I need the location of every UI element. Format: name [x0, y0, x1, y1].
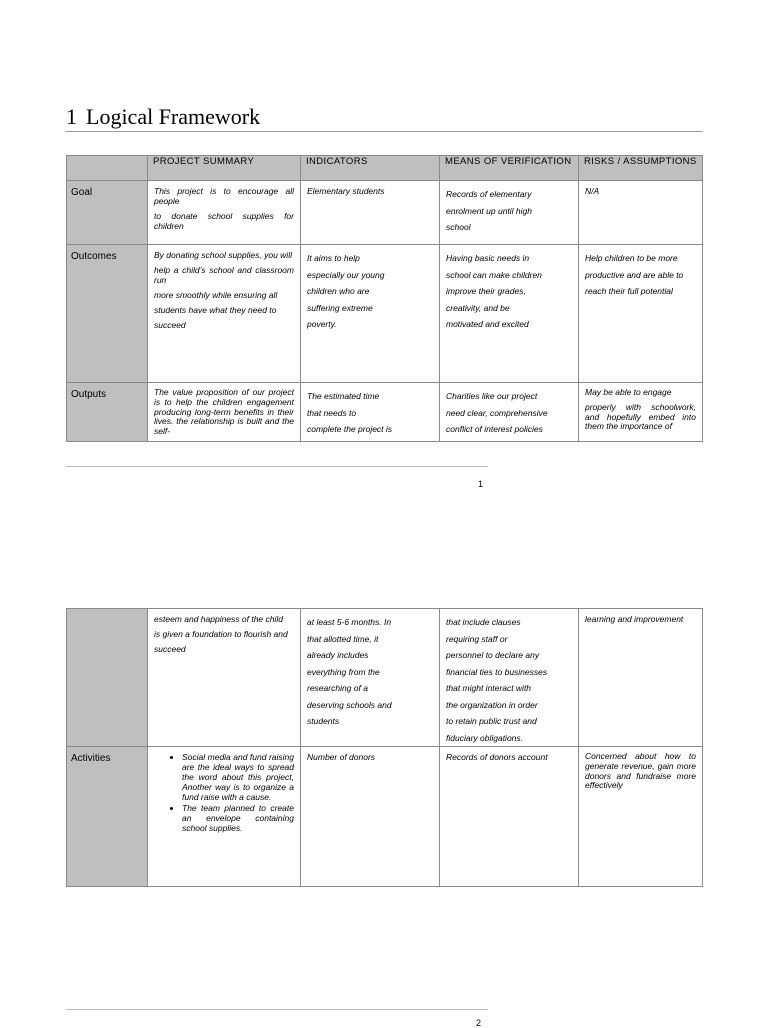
outcomes-summary: By donating school supplies, you will help a child’s school and classroom run more smoothly while ensuring all students have what they need to succeed: [154, 250, 294, 331]
outputs-verification: Charities like our project need clear, comprehensive conflict of interest policies: [446, 391, 548, 434]
header-project-summary: PROJECT SUMMARY: [153, 156, 255, 167]
activities-risks: Concerned about how to generate revenue, gain more donors and fundraise more effectively: [585, 751, 696, 791]
list-item: • The team planned to create an envelope containing school supplies.: [182, 803, 294, 833]
footer-divider: [66, 466, 488, 467]
outcomes-verification: Having basic needs in school can make children improve their grades, creativity, and be motivated and excited: [446, 253, 542, 329]
outputs-summary-continued: esteem and happiness of the child is given a foundation to flourish and succeed: [154, 614, 288, 655]
activities-verification: Records of donors account: [446, 752, 548, 762]
activities-indicators: Number of donors: [307, 752, 376, 762]
section-number: 1: [66, 104, 77, 129]
header-indicators: INDICATORS: [306, 156, 368, 167]
logframe-table-page-1: [66, 155, 703, 442]
row-label-empty: [67, 609, 148, 747]
outcomes-indicators: It aims to help especially our young children who are suffering extreme poverty.: [307, 253, 385, 329]
outcomes-risks: Help children to be more productive and are able to reach their full potential: [585, 253, 684, 296]
goal-risks: N/A: [585, 186, 600, 196]
header-empty: [67, 156, 148, 181]
outputs-indicators: The estimated time that needs to complete the project is: [307, 391, 393, 434]
table-row-outcomes: [67, 245, 703, 383]
page-number: 1: [478, 479, 484, 489]
outputs-risks-continued: learning and improvement: [585, 614, 684, 624]
outputs-indicators-continued: at least 5-6 months. In that allotted time, it already includes everything from the researching of a deserving schools and students: [307, 617, 392, 726]
row-label-outputs: Outputs: [71, 389, 107, 400]
row-label-goal: Goal: [71, 187, 93, 198]
goal-summary: This project is to encourage all people to donate school supplies for children: [154, 186, 294, 232]
section-heading: [66, 100, 702, 132]
outputs-verification-continued: that include clauses requiring staff or personnel to declare any financial ties to businesses that might interact with the organization in order to retain public trust and fiduciary obligations.: [446, 617, 548, 743]
table-row-outputs: [67, 383, 703, 442]
table-row-goal: [67, 181, 703, 245]
list-item: • Social media and fund raising are the ideal ways to spread the word about this project, Another way is to organize a fund raise with a cause.: [182, 752, 294, 802]
goal-verification: Records of elementary enrolment up until high school: [446, 189, 533, 232]
table-row-activities: [67, 747, 703, 887]
page-number-2: 2: [476, 1018, 482, 1028]
outputs-summary: The value proposition of our project is to help the children engagement producing long-term benefits in their lives. the relationship is built and the self-: [154, 387, 294, 437]
activities-summary: [148, 747, 300, 834]
row-label-activities: Activities: [71, 753, 111, 764]
header-means-of-verification: MEANS OF VERIFICATION: [445, 156, 572, 167]
footer-divider-2: [66, 1009, 488, 1010]
header-row: [67, 156, 703, 181]
goal-indicators: Elementary students: [307, 186, 385, 196]
table-row-outputs-continued: [67, 609, 703, 747]
outputs-risks: May be able to engage properly with schoolwork, and hopefully embed into them the importance of: [585, 387, 696, 432]
header-risks-assumptions: RISKS / ASSUMPTIONS: [584, 156, 697, 167]
logframe-table-page-2: [66, 608, 703, 887]
row-label-outcomes: Outcomes: [71, 251, 117, 262]
section-title: Logical Framework: [86, 104, 261, 129]
